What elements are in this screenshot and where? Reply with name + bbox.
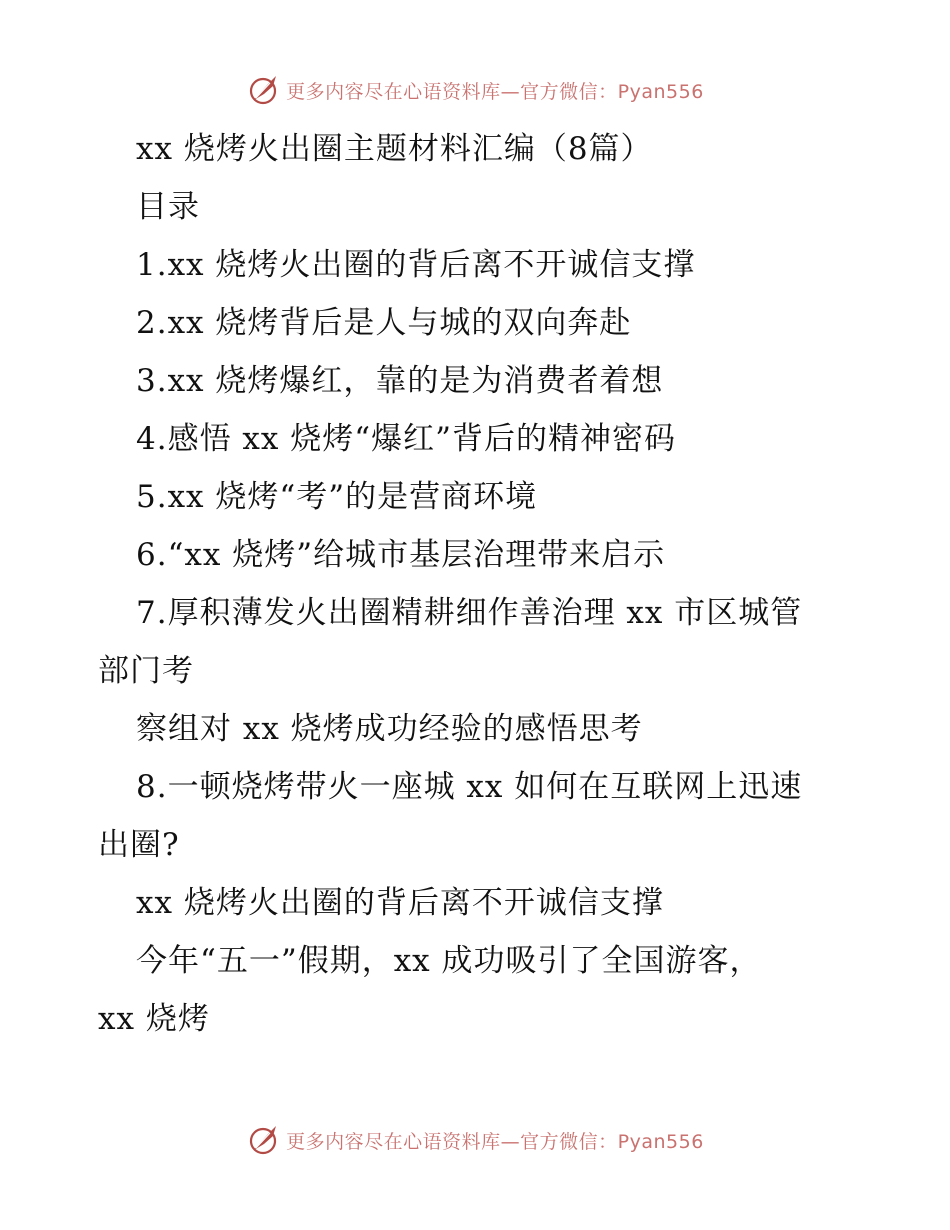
toc-item-7-wrap: 察组对 xx 烧烤成功经验的感悟思考 [136,711,643,747]
toc-item-3: 3.xx 烧烤爆红，靠的是为消费者着想 [136,363,664,399]
paragraph-line-continued: xx 烧烤 [98,1001,210,1037]
banner-text: 更多内容尽在心语资料库—官方微信：Pyan556 [286,1130,704,1153]
banner-text: 更多内容尽在心语资料库—官方微信：Pyan556 [286,80,704,103]
toc-item-8-continued: 出圈? [98,827,180,863]
quill-pen-logo-icon [246,1122,282,1158]
toc-item-2: 2.xx 烧烤背后是人与城的双向奔赴 [136,305,632,341]
toc-item-1: 1.xx 烧烤火出圈的背后离不开诚信支撑 [136,247,696,283]
toc-heading: 目录 [136,189,200,225]
toc-item-5: 5.xx 烧烤“考”的是营商环境 [136,479,538,515]
toc-item-6: 6.“xx 烧烤”给城市基层治理带来启示 [136,537,666,573]
toc-item-7: 7.厚积薄发火出圈精耕细作善治理 xx 市区城管 [136,595,803,631]
header-banner [0,70,950,110]
section-title: xx 烧烤火出圈的背后离不开诚信支撑 [136,885,664,921]
toc-item-7-continued: 部门考 [98,653,194,689]
document-body [98,120,858,1048]
document-title: xx 烧烤火出圈主题材料汇编（8篇） [136,131,653,167]
quill-pen-logo-icon [246,72,282,108]
paragraph-line: 今年“五一”假期，xx 成功吸引了全国游客， [136,943,762,979]
toc-item-8: 8.一顿烧烤带火一座城 xx 如何在互联网上迅速 [136,769,803,805]
toc-item-4: 4.感悟 xx 烧烤“爆红”背后的精神密码 [136,421,676,457]
footer-banner [0,1120,950,1160]
